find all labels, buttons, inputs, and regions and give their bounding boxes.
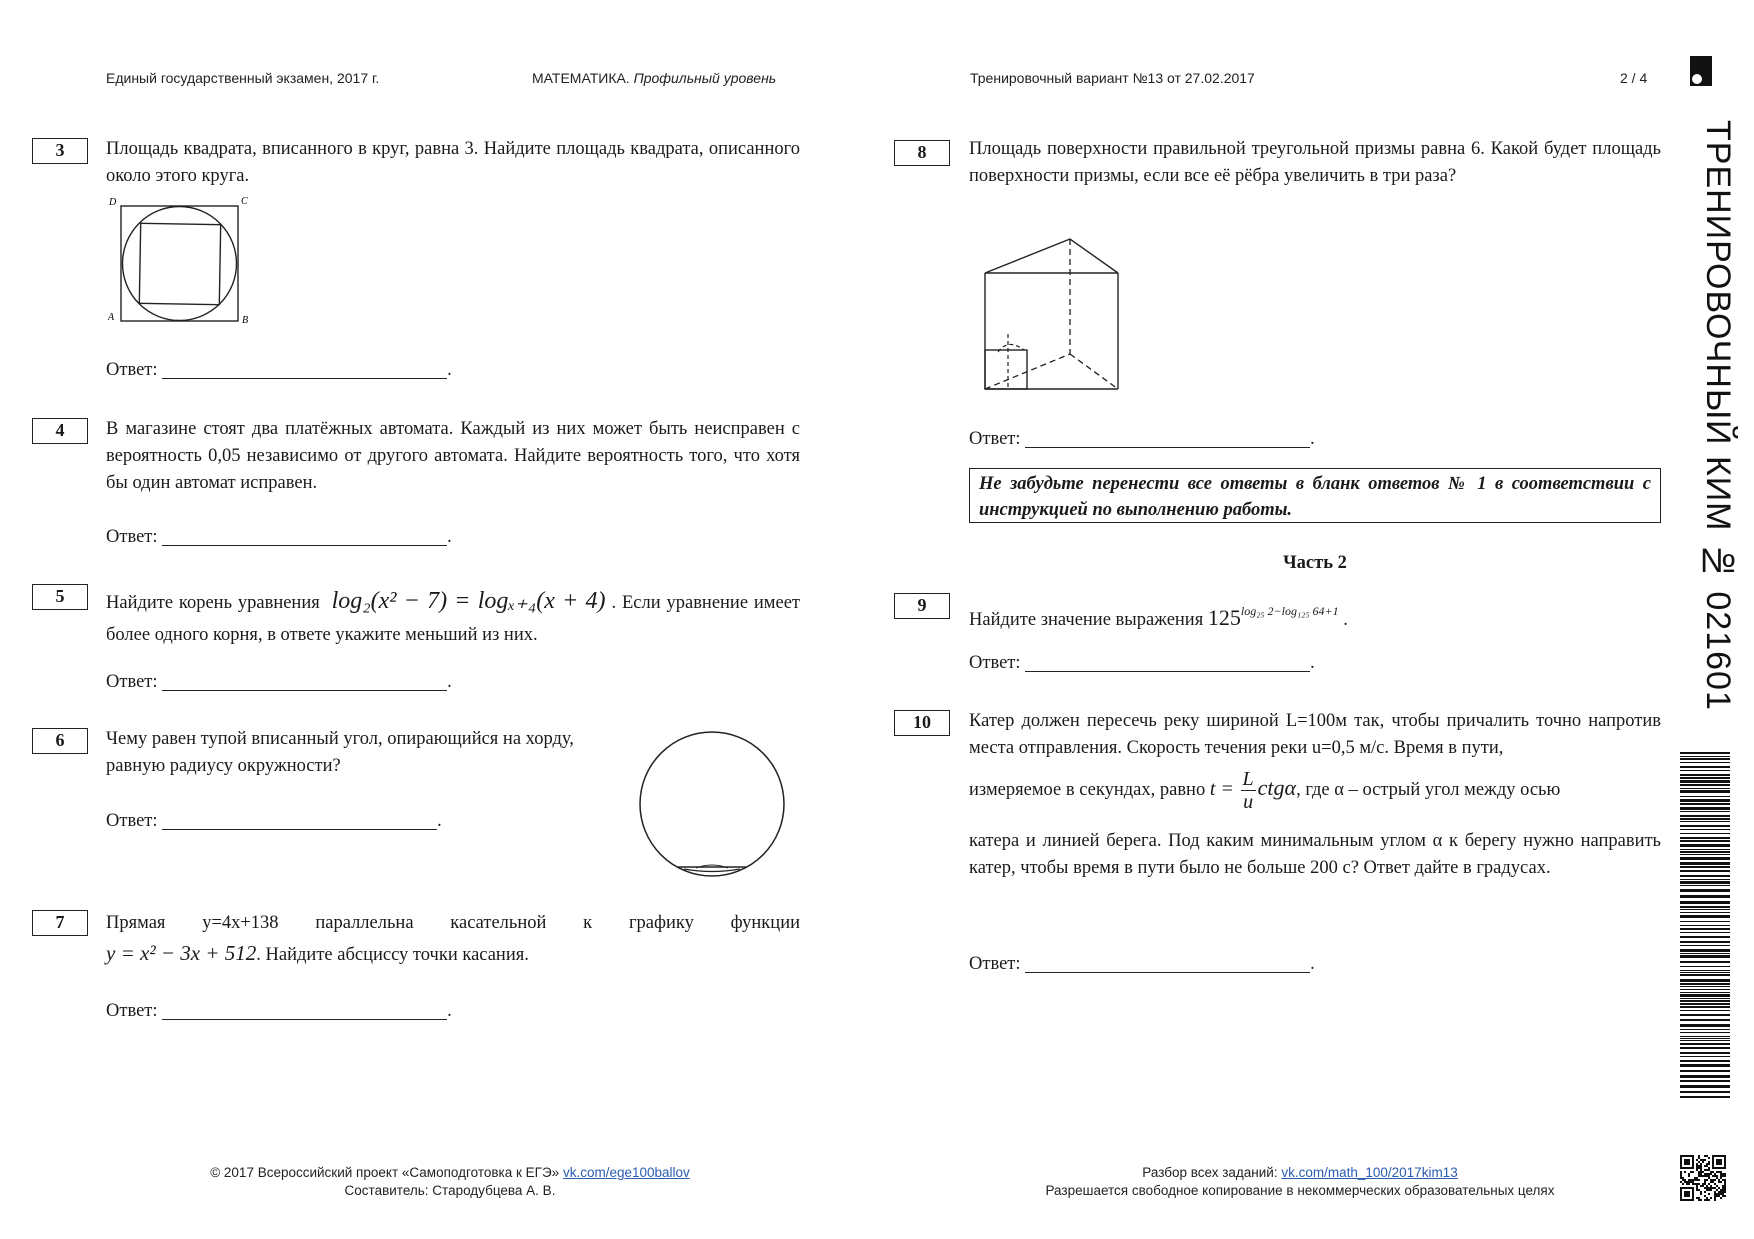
- task-number-10: 10: [894, 710, 950, 736]
- task-7-line-1: Прямая y=4x+138 параллельна касательной к графику функции: [106, 913, 800, 933]
- answer-label: Ответ:: [969, 429, 1021, 449]
- answer-field-4[interactable]: [162, 525, 447, 546]
- answer-9: Ответ: .: [969, 653, 1315, 673]
- task-3-figure: [104, 190, 264, 326]
- label-b: B: [242, 315, 249, 326]
- task-10-denominator: u: [1243, 791, 1254, 813]
- task-10-text-1: Катер должен пересечь реку шириной L=100м так, чтобы причалить точно напротив места отправления. Скорость течения реки u=0,5 м/с. Время в пути,: [969, 711, 1661, 758]
- task-number-3: 3: [32, 138, 88, 164]
- answer-field-10[interactable]: [1025, 952, 1310, 973]
- task-10-formula-ctg: ctgα: [1257, 774, 1297, 800]
- answer-field-5[interactable]: [162, 670, 447, 691]
- header-subject: [532, 70, 776, 86]
- task-number-7: 7: [32, 910, 88, 936]
- answer-5: Ответ: .: [106, 672, 452, 692]
- header-page-number: 2 / 4: [1620, 70, 1648, 86]
- footer-project-link[interactable]: vk.com/ege100ballov: [562, 1165, 690, 1180]
- answer-8: Ответ: .: [969, 429, 1315, 449]
- task-7-formula: y = x² − 3x + 512: [106, 941, 257, 965]
- label-d: D: [109, 197, 117, 208]
- answer-label: Ответ:: [969, 954, 1021, 974]
- task-3-text: Площадь квадрата, вписанного в круг, равна 3. Найдите площадь квадрата, описанного около этого круга.: [106, 139, 800, 186]
- task-number-6: 6: [32, 728, 88, 754]
- task-number-5: 5: [32, 584, 88, 610]
- task-9-pre: Найдите значение выражения: [969, 610, 1204, 630]
- task-10-pre: измеряемое в секундах, равно: [969, 779, 1206, 800]
- answer-field-7[interactable]: [162, 999, 447, 1020]
- answer-field-6[interactable]: [162, 809, 437, 830]
- task-number-4: 4: [32, 418, 88, 444]
- task-6-figure: [636, 728, 790, 882]
- answer-7: Ответ: .: [106, 1001, 452, 1021]
- task-8-figure: [978, 234, 1124, 394]
- footer-analysis-link[interactable]: vk.com/math_100/2017kim13: [1281, 1165, 1458, 1180]
- corner-marker-icon: [1688, 54, 1714, 88]
- task-5-text: [106, 585, 800, 651]
- task-number-8: 8: [894, 140, 950, 166]
- header-level: Профильный уровень: [633, 70, 777, 86]
- answer-field-3[interactable]: [162, 358, 447, 379]
- answer-6: Ответ: .: [106, 811, 442, 831]
- task-9-base: 125: [1207, 605, 1241, 630]
- task-5-pre: Найдите корень уравнения: [106, 593, 320, 613]
- footer-right: [1000, 1164, 1600, 1200]
- footer-project: [160, 1164, 740, 1182]
- task-5-formula: log₂(x² − 7) = logₓ₊₄(x + 4): [331, 588, 606, 614]
- task-9-text: Найдите значение выражения $125^{log_{25} 2-log_{125} 64+1}$ .: [969, 604, 1348, 630]
- label-c: C: [241, 196, 248, 207]
- barcode-icon: [1680, 752, 1730, 1102]
- task-number-9: 9: [894, 593, 950, 619]
- answer-field-8[interactable]: [1025, 427, 1310, 448]
- footer-license: Разрешается свободное копирование в некоммерческих образовательных целях: [1045, 1183, 1555, 1198]
- header-exam: Единый государственный экзамен, 2017 г.: [106, 70, 380, 86]
- answer-field-9[interactable]: [1025, 651, 1310, 672]
- footer-author: Составитель: Стародубцева А. В.: [344, 1183, 556, 1198]
- answer-label: Ответ:: [106, 360, 158, 380]
- notice-box: Не забудьте перенести все ответы в бланк ответов № 1 в соответствии с инструкцией по выполнению работы.: [969, 468, 1661, 523]
- task-7-line-2: [106, 938, 800, 970]
- task-10-mid: , где α – острый угол между осью: [1296, 779, 1561, 800]
- answer-4: Ответ: .: [106, 527, 452, 547]
- answer-10: Ответ: .: [969, 954, 1315, 974]
- task-4-text: В магазине стоят два платёжных автомата. Каждый из них может быть неисправен с вероятность 0,05 независимо от другого автомата. Найдите вероятность того, что хотя бы один автомат исправен.: [106, 419, 800, 493]
- task-10-text-2: катера и линией берега. Под каким минимальным углом α к берегу нужно направить катер, чтобы время в пути было не больше 200 с? Ответ дайте в градусах.: [969, 831, 1661, 878]
- task-9-exponent: log₂₅ 2−log₁₂₅ 64+1: [1240, 604, 1339, 618]
- part-2-heading: Часть 2: [1283, 553, 1347, 573]
- answer-label: Ответ:: [106, 527, 158, 547]
- answer-label: Ответ:: [106, 811, 158, 831]
- footer-analysis-text: Разбор всех заданий:: [1142, 1165, 1278, 1180]
- header-variant: Тренировочный вариант №13 от 27.02.2017: [970, 70, 1255, 86]
- answer-label: Ответ:: [106, 1001, 158, 1021]
- answer-label: Ответ:: [106, 672, 158, 692]
- task-6-text: Чему равен тупой вписанный угол, опирающийся на хорду, равную радиусу окружности?: [106, 729, 574, 776]
- task-10-formula-line: [969, 768, 1661, 813]
- task-10-numerator: L: [1242, 768, 1254, 790]
- qr-code-icon: [1680, 1155, 1726, 1201]
- answer-3: Ответ: .: [106, 360, 452, 380]
- task-5-post: . Если уравнение имеет более одного корня, в ответе укажите меньший из них.: [106, 593, 801, 645]
- side-title: ТРЕНИРОВОЧНЫЙ КИМ № 021601: [1699, 120, 1737, 711]
- answer-label: Ответ:: [969, 653, 1021, 673]
- header-subject-name: МАТЕМАТИКА.: [532, 70, 630, 86]
- task-10-fraction: [1241, 768, 1256, 813]
- label-a: A: [108, 312, 115, 323]
- footer-project-text: © 2017 Всероссийский проект «Самоподготовка к ЕГЭ»: [210, 1165, 560, 1180]
- task-8-text: Площадь поверхности правильной треугольной призмы равна 6. Какой будет площадь поверхности призмы, если все её рёбра увеличить в три раза?: [969, 139, 1661, 186]
- footer-left: [160, 1164, 740, 1200]
- task-10-formula-t: t =: [1209, 777, 1234, 800]
- task-7-post: . Найдите абсциссу точки касания.: [256, 945, 529, 965]
- footer-analysis: [1000, 1164, 1600, 1182]
